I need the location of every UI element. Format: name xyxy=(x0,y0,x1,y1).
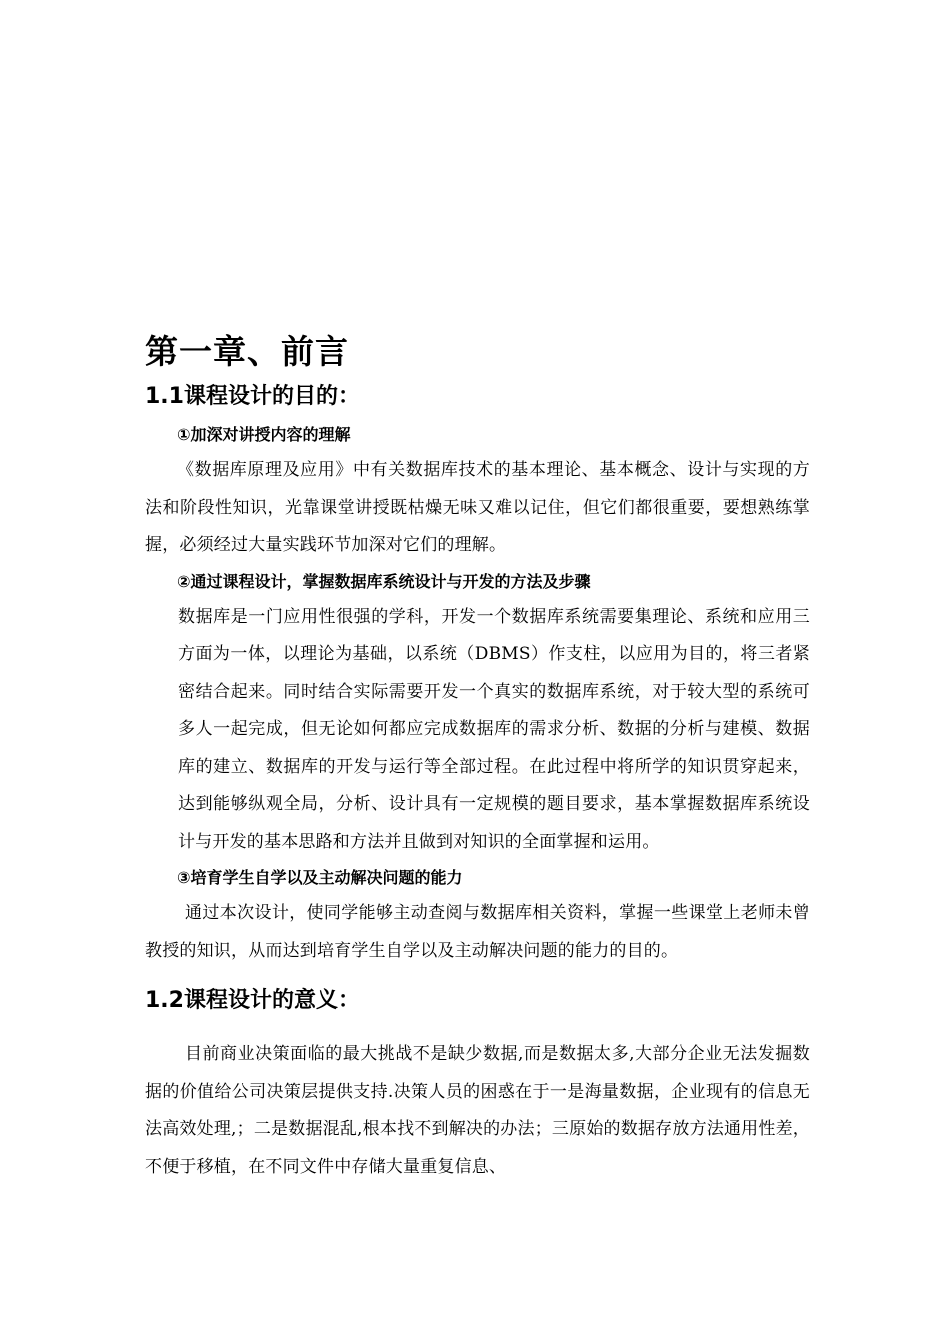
purpose-paragraph-2: 数据库是一门应用性很强的学科，开发一个数据库系统需要集理论、系统和应用三方面为一体，以理论为基础，以系统（DBMS）作支柱，以应用为目的，将三者紧密结合起来。同时结合实际需要开发一个真实的数据库系统，对于较大型的系统可多人一起完成，但无论如何都应完成数据库的需求分析、数据的分析与建模、数据库的建立、数据库的开发与运行等全部过程。在此过程中将所学的知识贯穿起来，达到能够纵观全局，分析、设计具有一定规模的题目要求，基本掌握数据库系统设计与开发的基本思路和方法并且做到对知识的全面掌握和运用。 xyxy=(178,606,810,852)
section-title-purpose: 1.1课程设计的目的： xyxy=(145,384,360,409)
significance-paragraph: 目前商业决策面临的最大挑战不是缺少数据,而是数据太多,大部分企业无法发掘数据的价值给公司决策层提供支持.决策人员的困惑在于一是海量数据，企业现有的信息无法高效处理,；二是数据混乱,根本找不到解决的办法；三原始的数据存放方法通用性差，不便于移植，在不同文件中存储大量重复信息、 xyxy=(145,1044,810,1177)
purpose-heading-2: ②通过课程设计，掌握数据库系统设计与开发的方法及步骤 xyxy=(177,571,591,591)
section-title-significance: 1.2课程设计的意义： xyxy=(145,988,360,1013)
purpose-heading-3: ③培育学生自学以及主动解决问题的能力 xyxy=(177,868,463,887)
document-page xyxy=(145,330,810,1188)
purpose-paragraph-1: 《数据库原理及应用》中有关数据库技术的基本理论、基本概念、设计与实现的方法和阶段性知识，光靠课堂讲授既枯燥无味又难以记住，但它们都很重要，要想熟练掌握，必须经过大量实践环节加深对它们的理解。 xyxy=(145,460,810,555)
chapter-title: 第一章、前言 xyxy=(145,332,349,371)
purpose-paragraph-3: 通过本次设计，使同学能够主动查阅与数据库相关资料，掌握一些课堂上老师未曾教授的知识，从而达到培育学生自学以及主动解决问题的能力的目的。 xyxy=(145,903,810,961)
purpose-heading-1: ①加深对讲授内容的理解 xyxy=(177,425,351,444)
